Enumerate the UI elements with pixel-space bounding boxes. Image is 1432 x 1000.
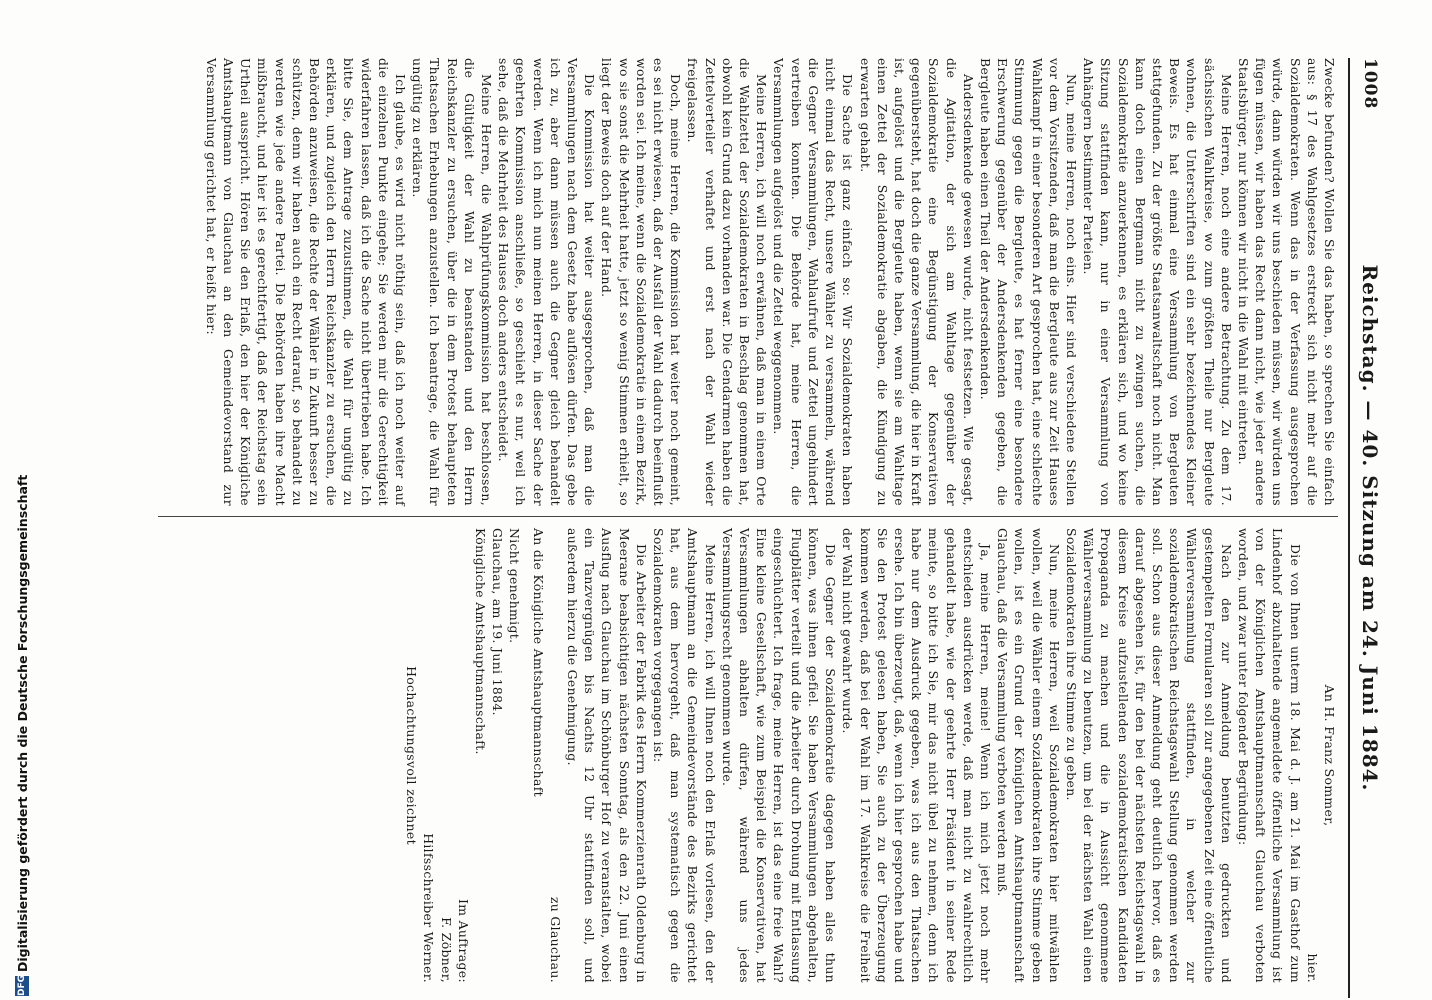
paragraph: Andersdenkende gewesen wurde, nicht festsetzen. Wie gesagt, die Agitation, der sich am Wahltage gegenüber der Sozialdemokratie eine Begünstigung der Konservativen gegenübersteht, hat doch die ganze Versammlung, die hier in Kraft ist, aufgelöst und die Bergleute haben, wenn sie am Wahltage einen Zettel der Sozialdemokratie abgaben, die Kündigung zu erwarten gehabt. xyxy=(857,58,976,506)
dfg-logo-icon: DFG xyxy=(17,974,27,996)
header-rule xyxy=(1348,58,1350,998)
paragraph: Nun, meine Herren, noch eins. Hier sind verschiedene Stellen vor dem Vorsitzenden, daß man die Bergleute aus zur Zeit Hauses Wahlkampf in einer besonderen Art gesprochen hat, eine schlechte Stimmung gegen die Bergleute, es hat ferner eine besondere Erschwerung gegenüber der Andersdenkenden gegeben, die Bergleute haben einen Theil der Andersdenkenden. xyxy=(977,58,1079,506)
running-head: Reichstag. — 40. Sitzung am 24. Juni 1884. xyxy=(1358,264,1382,792)
paragraph: Meine Herren, ich will Ihnen noch den Erlaß vorlesen, den der Amtshauptmann an die Gemeindevorstände des Bezirks gerichtet hat, aus dem hervorgeht, daß man systematisch gegen die Sozialdemokraten vorgegangen ist: xyxy=(651,528,718,983)
signature-extra: Hochachtungsvoll zeichnet xyxy=(404,666,420,845)
paragraph: Ich glaube, es wird nicht nöthig sein, daß ich noch weiter auf die einzelnen Punkte eingehe; Sie werden mir die Gerechtigkeit widerfahren lassen, daß ich die Sache nicht übertrieben habe. Ich bitte Sie, dem Antrage zuzustimmen, die Wahl für ungültig zu erklären, und zugleich den Herrn Reichskanzler zu ersuchen, die Behörden anzuweisen, die Rechte der Wähler in Zukunft besser zu schützen, denn wir haben auch ein Recht darauf, so behandelt zu werden wie jede andere Partei. Die Behörden haben ihre Macht mißbraucht, und hier ist es gerechtfertigt, daß der Reichstag sein Urtheil ausspricht. Hören Sie den Erlaß, den hier der Königliche Amtshauptmann von Glauchau an den Gemeindevorstand zur Versammlung gerichtet hat, er heißt hier: xyxy=(203,58,409,506)
paragraph: Die Sache ist ganz einfach so: Wir Sozialdemokraten haben nicht einmal das Recht, unsere Wähler zu versammeln, während die Gegner Versammlungen, Wahlaufrufe und Zettel ungehindert vertreiben konnten. Die Behörde hat, meine Herren, die Versammlungen aufgelöst und die Zettel weggenommen. xyxy=(771,58,856,506)
left-column xyxy=(203,58,1338,506)
letter-address: An H. Franz Sommer, xyxy=(1322,684,1337,827)
paragraph: Doch, meine Herren, die Kommission hat weiter noch gemeint, es sei nicht erwiesen, daß der Ausfall der Wahl dadurch beeinflußt worden sei. Ich meine, wenn die Sozialdemokratie in einem Bezirk, wo sie sonst die Mehrheit hatte, jetzt so wenig Stimmen erhielt, so liegt der Beweis doch auf der Hand. xyxy=(599,58,684,506)
paragraph: Meine Herren, ich will noch erwähnen, daß man in einem Orte die Wahlzettel der Sozialdemokraten in Beschlag genommen hat, obwohl kein Grund dazu vorhanden war. Die Gendarmen haben die Zettelverteiler verhaftet und erst nach der Wahl wieder freigelassen. xyxy=(685,58,770,506)
paragraph: Meine Herren, die Wahlprüfungskommission hat beschlossen, die Gültigkeit der Wahl zu beanstanden und den Herrn Reichskanzler zu ersuchen, über die in dem Protest behaupteten Thatsachen Erhebungen anzustellen. Ich beantrage, die Wahl für ungültig zu erklären. xyxy=(410,58,495,506)
date-line: Glauchau, am 19. Juni 1884. xyxy=(490,528,506,716)
paragraph: Die von Ihnen unterm 18. Mai d. J. am 21. Mai im Gasthof zum Lindenhof abzuhaltende angemeldete öffentliche Versammlung ist von der Königlichen Amtshauptmannschaft Glauchau verboten worden, und zwar unter folgender Begründung: xyxy=(1235,528,1303,983)
column-divider xyxy=(158,516,1338,517)
paragraph: Meine Herren, noch eine andere Betrachtung. Zu dem 17. sächsischen Wahlkreise, wo zum größten Theile nur Bergleute wohnen, die Unterschriften sind ein sehr bezeichnendes Kleiner Beweis. Es hat einmal eine Versammlung von Bergleuten stattgefunden. Zu der größte Staatsanwaltschaft noch nicht. Man kann doch einen Bergmann nicht zu zwingen suchen, die Sozialdemokratie anzuerkennen, es erklären sich, und wo keine Sitzung stattfinden kann, nur in einer Versammlung von Anhängern bestimmter Parteien. xyxy=(1081,58,1234,506)
paragraph: Die Arbeiter der Fabrik des Herrn Kommerzienrath Oldenburg in Meerane beabsichtigen nächsten Sonntag, als den 22. Juni einen Ausflug nach Glauchau im Schönburger Hof zu veranstalten, wobei ein Tanzvergnügen bis Nachts 12 Uhr stattfinden soll, und außerdem hierzu die Genehmigung. xyxy=(565,528,649,983)
paragraph: Die Kommission hat weiter ausgesprochen, daß man die Versammlungen nach dem Gesetz habe auflösen dürfen. Das gebe ich zu, aber dann müssen auch die Gegner gleich behandelt werden. Wenn ich mich nun meinen Herren, in dieser Sache der geehrten Kommission anschließe, so geschieht es nur, weil ich sehe, daß die Mehrheit des Hauses doch anders entscheidet. xyxy=(496,58,598,506)
signature-prefix: Im Auftrage: xyxy=(455,898,471,983)
rotated-newspaper-page xyxy=(110,58,1390,998)
page-number: 1008 xyxy=(1360,58,1380,110)
decision: Nicht genehmigt. xyxy=(507,528,523,644)
letter-address-place: hier. xyxy=(1304,953,1320,983)
credit-text: Digitalisierung gefördert durch die Deutsche Forschungsgemeinschaft xyxy=(15,474,30,972)
digitization-credit xyxy=(12,0,34,1000)
signature-title: Hilfsschreiber Werner. xyxy=(421,833,437,983)
paragraph: Zwecke befunden? Wollen Sie das haben, so sprechen Sie einfach aus: § 17 des Wahlgesetzes erstreckt sich nicht mehr auf die Sozialdemokraten. Wenn das in der Verfassung ausgesprochen würde, dann würden wir uns beschieden müssen, wir würden uns fügen müssen, wir haben das Recht dann nicht, wie jeder andere Staatsbürger, nur können wir nicht in die Wahl mit eintreten. xyxy=(1235,58,1337,506)
paragraph: Nach den zur Anmeldung benutzten gedruckten und gestempelten Formularen soll zur angegebenen Zeit eine öffentliche Wählerversammlung stattfinden, in welcher zur sozialdemokratischen Reichstagswahl Stellung genommen werden soll. Schon aus dieser Anmeldung geht deutlich hervor, daß es darauf abgesehen ist, für den bei der nächsten Reichstagswahl in diesem Kreise aufzustellenden sozialdemokratischen Kandidaten Propaganda zu machen und die in Aussicht genommene Wählerversammlung zu benutzen, um bei der nächsten Wahl einen Sozialdemokraten ihre Stimme zu geben. xyxy=(1063,528,1234,983)
location-line: zu Glauchau. xyxy=(547,896,563,983)
paragraph: Die Gegner der Sozialdemokratie dagegen haben alles thun können, was ihnen gefiel. Sie haben Versammlungen abgehalten, Flugblätter verteilt und die Arbeiter durch Drohung mit Entlassung eingeschüchtert. Ich frage, meine Herren, ist das eine freie Wahl? Eine kleine Gesellschaft, wie zum Beispiel die Konservativen, hat Versammlungen abhalten dürfen, während uns jedes Versammlungsrecht genommen wurde. xyxy=(719,528,839,983)
decision-block xyxy=(403,528,523,983)
paragraph: Nun, meine Herren, weil Sozialdemokraten hier mitwählen wollen, weil die Wähler einem Sozialdemokraten ihre Stimme geben wollen, ist es ein Grund der Königlichen Amtshauptmannschaft Glauchau, daß die Versammlung verboten werden muß. xyxy=(995,528,1062,983)
authority: Königliche Amtshauptmannschaft. xyxy=(473,528,489,755)
paragraph: Ja, meine Herren, meine! Wenn ich mich jetzt noch mehr entschieden ausdrücken werde, daß man nicht zu wahlrechtlich gehandelt habe, wie der geehrte Herr Präsident in seiner Rede meinte, so bitte ich Sie, mir das nicht übel zu nehmen, denn ich habe nur dem Ausdruck gegeben, was ich aus den Thatsachen ersehe. Ich bin überzeugt, daß, wenn ich hier gesprochen habe und Sie den Protest gelesen haben, Sie auch zu der Überzeugung kommen werden, daß bei der Wahl im 17. Wahlkreise die Freiheit der Wahl nicht gewahrt wurde. xyxy=(840,528,993,983)
signature-name: F. Zöbner, xyxy=(438,917,454,983)
right-column xyxy=(403,528,1338,983)
closing-line: An die Königliche Amtshauptmannschaft xyxy=(530,528,546,797)
page-header xyxy=(1350,58,1390,998)
